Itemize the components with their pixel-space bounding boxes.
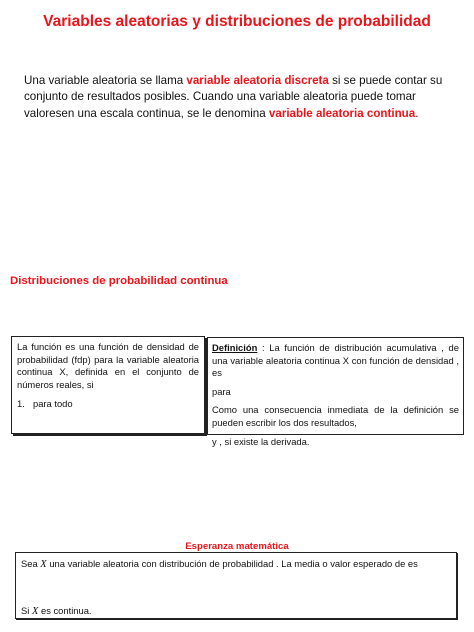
esperanza-heading: Esperanza matemática	[185, 541, 289, 552]
cdf-definition-box	[207, 337, 464, 447]
line1-prefix: Sea	[21, 558, 41, 569]
density-definition-text: La función es una función de densidad de probabilidad (fdp) para la variable aleatoria continua X, definida en el conjunto de números reales, si	[17, 341, 199, 390]
condition-text: para todo	[33, 398, 73, 410]
variable-x-2: X	[31, 606, 39, 617]
term-discrete: variable aleatoria discreta	[186, 74, 329, 87]
expected-value-box	[15, 552, 457, 619]
line1-suffix: una variable aleatoria con distribución de probabilidad . La media o valor esperado de es	[46, 558, 418, 569]
term-continuous: variable aleatoria continua	[268, 106, 416, 120]
expected-value-line2	[21, 605, 92, 618]
para-text: para	[212, 385, 231, 397]
derivative-text: y , si existe la derivada.	[212, 435, 310, 447]
expected-value-line1	[21, 558, 451, 571]
intro-text-1: Una variable aleatoria se llama	[24, 74, 187, 87]
cdf-definition	[212, 342, 459, 380]
definition-text: : La función de distribución acumulativa , de una variable aleatoria continua X con función de densidad , es	[212, 342, 459, 379]
consequence-text: Como una consecuencia inmediata de la definición se pueden escribir los dos resultados,	[212, 404, 459, 428]
line2-prefix: Si	[21, 605, 32, 616]
definition-label: Definición	[212, 342, 258, 353]
condition-list-item	[17, 398, 199, 411]
intro-paragraph	[24, 73, 454, 122]
intro-text-2: si se puede contar su conjunto de resultados posibles. Cuando una variable aleatoria puede tomar valoresen una escala continua, se le denomina	[24, 74, 443, 120]
page-title: Variables aleatorias y distribuciones de probabilidad	[43, 13, 431, 30]
intro-text-3: .	[415, 106, 419, 120]
condition-number: 1.	[17, 398, 25, 410]
section-heading-continuous: Distribuciones de probabilidad continua	[10, 275, 228, 287]
line2-suffix: es continua.	[38, 605, 92, 616]
density-function-box	[11, 336, 205, 434]
variable-x: X	[40, 559, 47, 570]
